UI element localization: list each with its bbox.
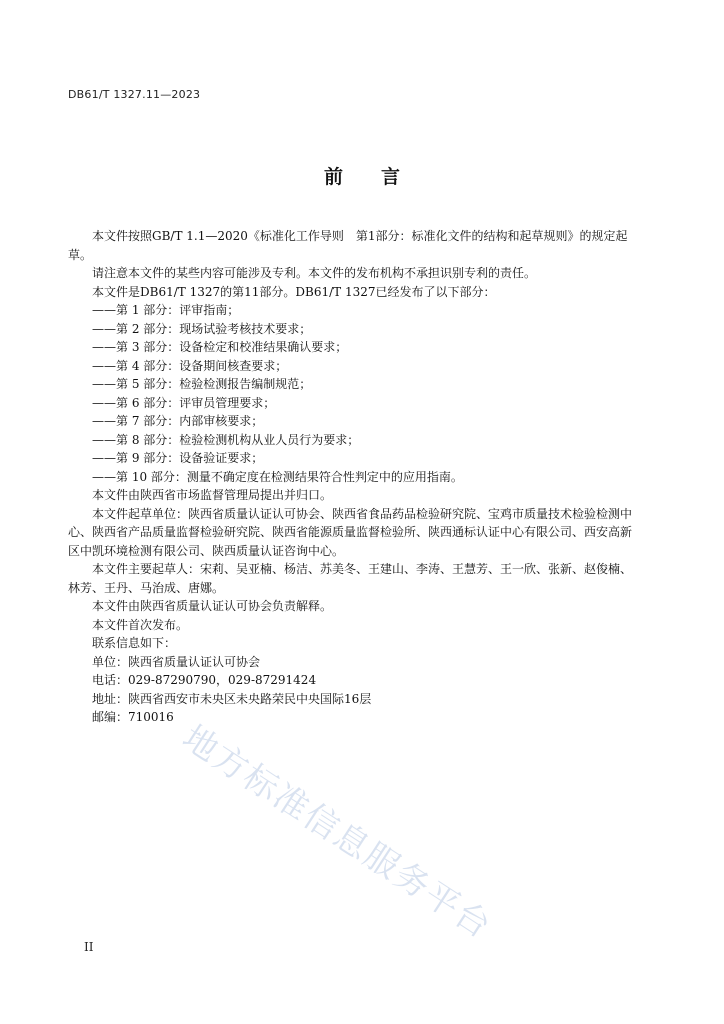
list-item: ——第 7 部分：内部审核要求； [92,414,264,428]
preface-body [68,227,640,727]
watermark: 地方标准信息服务平台 [175,717,499,948]
paragraph: 本文件由陕西省质量认证认可协会负责解释。 [92,599,333,613]
list-item: ——第 4 部分：设备期间核查要求； [92,358,288,373]
contact-line: 电话：029-87290790，029-87291424 [92,673,317,687]
document-code: DB61/T 1327.11—2023 [68,88,201,101]
page-number: II [84,940,94,954]
paragraph: 本文件是DB61/T 1327的第11部分。DB61/T 1327已经发布了以下部分： [92,284,496,299]
contact-line: 单位：陕西省质量认证认可协会 [92,654,261,669]
contact-line: 地址：陕西省西安市未央区未央路荣民中央国际16层 [92,691,372,706]
list-item: ——第 10 部分：测量不确定度在检测结果符合性判定中的应用指南。 [92,469,463,484]
contact-line: 联系信息如下： [92,636,177,650]
list-item: ——第 5 部分：检验检测报告编制规范； [92,377,312,391]
list-item: ——第 3 部分：设备检定和校准结果确认要求； [92,340,348,354]
paragraph: 本文件按照GB/T 1.1—2020《标准化工作导则 第1部分：标准化文件的结构和起草规则》的规定起草。 [68,229,628,262]
paragraph: 本文件由陕西省市场监督管理局提出并归口。 [92,488,333,502]
paragraph: 本文件首次发布。 [92,617,189,632]
contact-line: 邮编：710016 [92,710,174,724]
list-item: ——第 1 部分：评审指南； [92,303,240,317]
paragraph: 请注意本文件的某些内容可能涉及专利。本文件的发布机构不承担识别专利的责任。 [92,266,537,280]
list-item: ——第 8 部分：检验检测机构从业人员行为要求； [92,432,360,447]
title-char-2: 言 [381,166,401,188]
list-item: ——第 9 部分：设备验证要求； [92,451,264,465]
page-title [0,162,724,189]
paragraph: 本文件主要起草人：宋莉、吴亚楠、杨洁、苏美冬、王建山、李涛、王慧芳、王一欣、张新、赵俊楠、林芳、王丹、马治成、唐娜。 [68,562,633,595]
list-item: ——第 6 部分：评审员管理要求； [92,395,276,410]
list-item: ——第 2 部分：现场试验考核技术要求； [92,321,312,336]
title-char-1: 前 [323,166,343,188]
paragraph: 本文件起草单位：陕西省质量认证认可协会、陕西省食品药品检验研究院、宝鸡市质量技术检验检测中心、陕西省产品质量监督检验研究院、陕西省能源质量监督检验所、陕西通标认证中心有限公司、西安高新区中凯环境检测有限公司、陕西质量认证咨询中心。 [68,506,633,558]
